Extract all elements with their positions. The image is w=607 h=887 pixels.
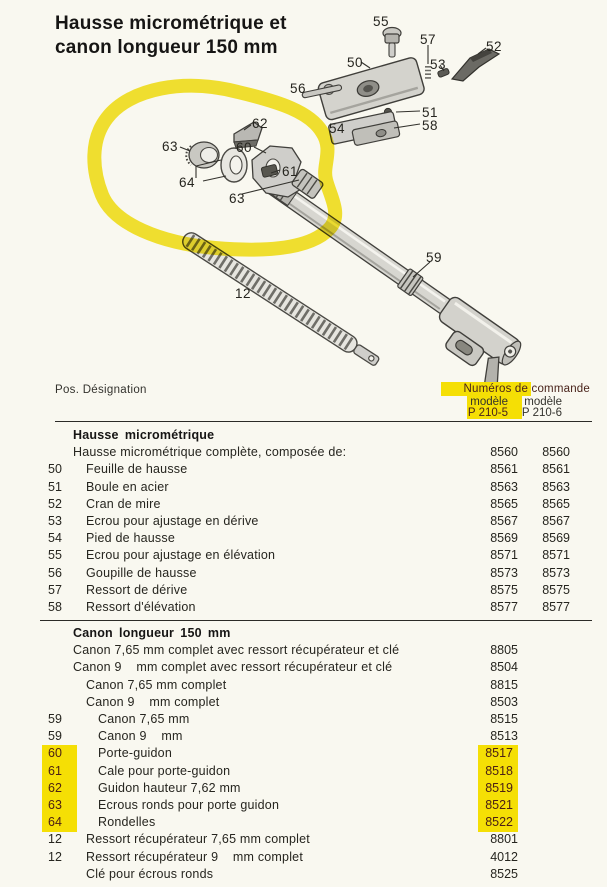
designation-cell: Canon 7,65 mm complet — [86, 677, 227, 692]
part-label-61: 61 — [282, 164, 299, 179]
col-header-order-numbers: Numéros de commande — [463, 383, 590, 395]
page-title-line2: canon longueur 150 mm — [55, 37, 278, 58]
diagram-artwork — [0, 0, 607, 382]
designation-cell: Ecrou pour ajustage en dérive — [86, 513, 259, 528]
order-number-p210-5: 8525 — [490, 866, 518, 881]
order-number-p210-5: 4012 — [490, 849, 518, 864]
pos-cell: 64 — [42, 814, 77, 832]
designation-cell: Feuille de hausse — [86, 462, 188, 477]
designation-cell: Ressort récupérateur 9 mm complet — [86, 849, 303, 864]
order-number-p210-5: 8521 — [478, 797, 518, 815]
barrel-drawing — [244, 171, 526, 382]
section-title-text: Hausse micrométrique — [73, 428, 215, 442]
section-title-row — [0, 427, 607, 444]
order-number-p210-5: 8522 — [478, 814, 518, 832]
table-row — [0, 642, 607, 659]
order-number-p210-5: 8504 — [490, 660, 518, 675]
pos-cell: 56 — [48, 565, 62, 580]
pos-cell: 62 — [42, 780, 77, 798]
designation-cell: Clé pour écrous ronds — [86, 866, 214, 881]
part-label-54: 54 — [329, 121, 346, 136]
pos-cell: 52 — [48, 496, 62, 511]
designation-cell: Guidon hauteur 7,62 mm — [98, 780, 241, 795]
order-number-p210-6: 8561 — [542, 462, 570, 477]
part-label-50: 50 — [347, 55, 364, 70]
table-row — [0, 763, 607, 780]
order-number-p210-5: 8571 — [490, 548, 518, 563]
designation-cell: Porte-guidon — [98, 746, 172, 761]
order-number-p210-5: 8519 — [478, 780, 518, 798]
designation-cell: Ressort de dérive — [86, 582, 188, 597]
designation-cell: Ressort d'élévation — [86, 599, 196, 614]
order-number-p210-5: 8518 — [478, 763, 518, 781]
designation-cell: Canon 9 mm complet avec ressort récupérateur et clé — [73, 660, 393, 675]
table-row — [0, 797, 607, 814]
designation-cell: Ressort récupérateur 7,65 mm complet — [86, 832, 310, 847]
designation-cell: Ecrous ronds pour porte guidon — [98, 797, 280, 812]
part-label-59: 59 — [426, 250, 443, 265]
order-number-p210-5: 8565 — [490, 496, 518, 511]
designation-cell: Pied de hausse — [86, 531, 175, 546]
table-row — [0, 849, 607, 866]
part-label-55: 55 — [373, 14, 390, 29]
table-row — [0, 728, 607, 745]
order-number-p210-6: 8567 — [542, 513, 570, 528]
part-label-52: 52 — [486, 39, 503, 54]
part-label-51: 51 — [422, 105, 439, 120]
table-row — [0, 461, 607, 478]
designation-cell: Canon 7,65 mm complet avec ressort récupérateur et clé — [73, 643, 400, 658]
designation-cell: Canon 9 mm — [98, 729, 183, 744]
pos-cell: 54 — [48, 531, 62, 546]
order-number-p210-6: 8577 — [542, 599, 570, 614]
order-number-p210-5: 8573 — [490, 565, 518, 580]
order-number-p210-6: 8565 — [542, 496, 570, 511]
table-row — [0, 694, 607, 711]
section-title-row — [0, 625, 607, 642]
table-row — [0, 866, 607, 883]
order-number-p210-5: 8801 — [490, 832, 518, 847]
order-number-p210-5: 8567 — [490, 513, 518, 528]
part-label-58: 58 — [422, 118, 439, 133]
table-row — [0, 599, 607, 616]
order-number-p210-5: 8815 — [490, 677, 518, 692]
table-row — [0, 780, 607, 797]
pos-cell: 59 — [48, 712, 62, 726]
order-number-p210-5: 8503 — [490, 694, 518, 709]
table-section — [0, 425, 607, 616]
table-row — [0, 513, 607, 530]
table-row — [0, 831, 607, 848]
order-number-p210-5: 8575 — [490, 582, 518, 597]
part-label-63: 63 — [162, 139, 179, 154]
order-number-p210-5: 8515 — [490, 712, 518, 726]
part-label-63b: 63 — [229, 191, 246, 206]
order-number-p210-5: 8563 — [490, 479, 518, 494]
col-header-p210-6: P 210-6 — [521, 407, 562, 419]
pos-cell: 61 — [42, 763, 77, 781]
front-sight-group-drawing — [186, 122, 324, 199]
designation-cell: Canon 9 mm complet — [86, 694, 220, 709]
col-header-pos-designation: Pos. Désignation — [55, 384, 147, 396]
pos-cell: 59 — [48, 729, 62, 744]
part-label-57: 57 — [420, 32, 437, 47]
order-number-p210-6: 8573 — [542, 565, 570, 580]
table-row — [0, 677, 607, 694]
table-row — [0, 711, 607, 728]
order-number-p210-6: 8569 — [542, 531, 570, 546]
part-label-62: 62 — [252, 116, 269, 131]
col-header-model-2: modèle — [524, 396, 562, 408]
section-title-text: Canon longueur 150 mm — [73, 626, 231, 641]
order-number-p210-5: 8577 — [490, 599, 518, 614]
designation-cell: Boule en acier — [86, 479, 169, 494]
table-row — [0, 479, 607, 496]
part-label-60: 60 — [236, 140, 253, 155]
designation-cell: Ecrou pour ajustage en élévation — [86, 548, 276, 563]
order-number-p210-6: 8571 — [542, 548, 570, 563]
table-row — [0, 565, 607, 582]
order-number-p210-5: 8805 — [490, 643, 518, 658]
order-number-p210-5: 8560 — [490, 445, 518, 460]
pos-cell: 51 — [48, 479, 62, 494]
part-label-53: 53 — [430, 57, 447, 72]
pos-cell: 63 — [42, 797, 77, 815]
pos-cell: 50 — [48, 462, 62, 477]
order-number-p210-5: 8513 — [490, 729, 518, 744]
designation-cell: Hausse micrométrique complète, composée de: — [73, 445, 347, 460]
order-number-p210-6: 8575 — [542, 582, 570, 597]
designation-cell: Cran de mire — [86, 496, 161, 511]
table-row — [0, 547, 607, 564]
table-row — [0, 444, 607, 461]
table-row — [0, 582, 607, 599]
table-row — [0, 745, 607, 762]
exploded-diagram — [0, 0, 607, 382]
order-number-p210-5: 8561 — [490, 462, 518, 477]
table-row — [0, 496, 607, 513]
table-row — [0, 530, 607, 547]
pos-cell: 53 — [48, 513, 62, 528]
order-number-p210-5: 8517 — [478, 745, 518, 763]
table-row — [0, 814, 607, 831]
parts-table-body — [0, 425, 607, 883]
pos-cell: 58 — [48, 599, 62, 614]
pos-cell: 12 — [48, 832, 62, 847]
designation-cell: Cale pour porte-guidon — [98, 763, 231, 778]
header-rule — [55, 421, 592, 422]
pos-cell: 12 — [48, 849, 62, 864]
pos-cell: 57 — [48, 582, 62, 597]
order-number-p210-5: 8569 — [490, 531, 518, 546]
pos-cell: 55 — [48, 548, 62, 563]
order-number-p210-6: 8560 — [542, 445, 570, 460]
part-label-56: 56 — [290, 81, 307, 96]
pos-cell: 60 — [42, 745, 77, 763]
designation-cell: Goupille de hausse — [86, 565, 197, 580]
table-section — [0, 619, 607, 883]
designation-cell: Rondelles — [98, 815, 156, 830]
table-row — [0, 659, 607, 676]
designation-cell: Canon 7,65 mm — [98, 712, 190, 726]
part-label-64: 64 — [179, 175, 196, 190]
page-title-line1: Hausse micrométrique et — [55, 13, 287, 34]
part-label-12: 12 — [235, 286, 252, 301]
order-number-p210-6: 8563 — [542, 479, 570, 494]
col-header-p210-5: P 210-5 — [467, 407, 508, 419]
col-header-model-1: modèle — [470, 396, 508, 408]
